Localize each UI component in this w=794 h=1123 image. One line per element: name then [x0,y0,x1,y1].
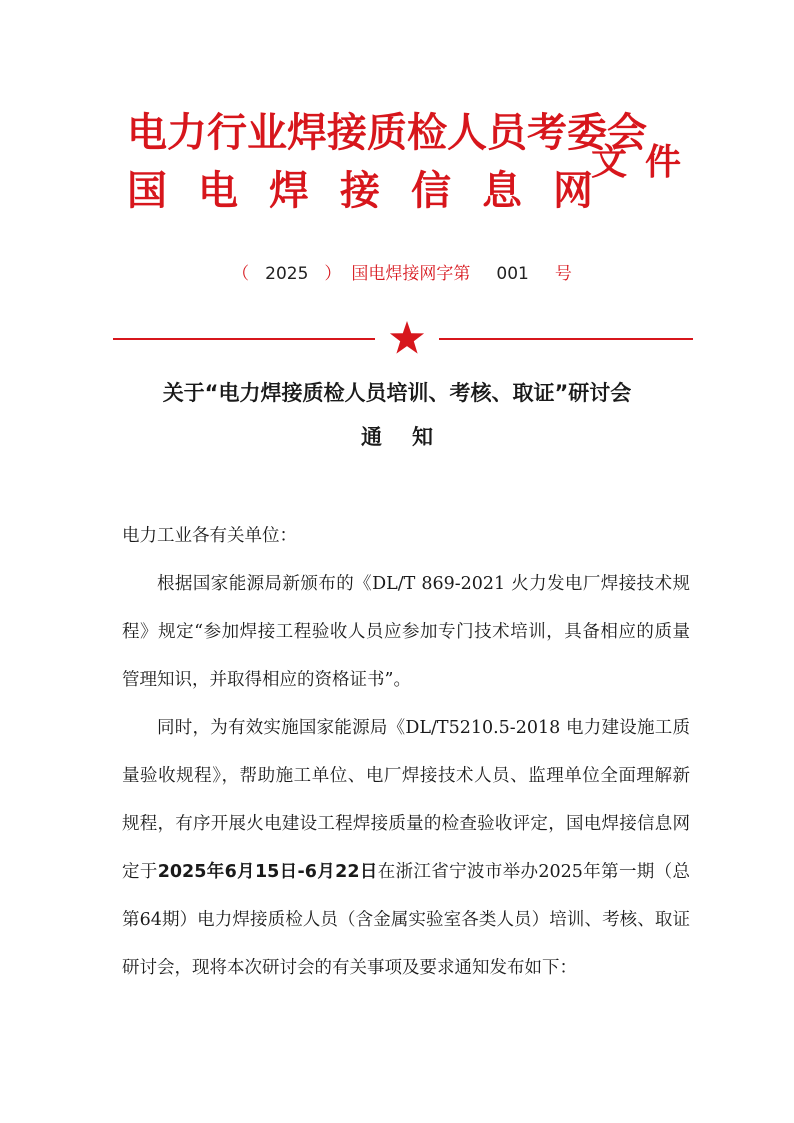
star-icon [389,320,425,356]
document-type-label: 文件 [591,141,700,183]
salutation: 电力工业各有关单位： [122,526,297,546]
divider-rule-left [113,338,375,340]
notice-title: 关于“电力焊接质检人员培训、考核、取证”研讨会 [162,381,632,405]
doc-number-open-bracket: （ [232,264,250,284]
doc-number-value: 001 [496,264,529,284]
doc-number-close-bracket: ） [324,264,342,284]
doc-number-prefix: 国电焊接网字第 [351,264,471,284]
issuer-name-1: 电力行业焊接质检人员考委会 [127,109,647,156]
doc-number-year: 2025 [265,264,309,284]
letterhead [127,108,700,220]
issuer-name-2: 国电焊接信息网 [127,167,624,214]
doc-number-suffix: 号 [554,264,572,284]
paragraph-1: 根据国家能源局新颁布的《DL/T 869-2021 火力发电厂焊接技术规程》规定“参加焊接工程验收人员应参加专门技术培训，具备相应的质量管理知识，并取得相应的资格证书”。 [122,574,690,690]
event-dates: 2025年6月15日-6月22日 [157,862,378,882]
paragraph-2-intro: 同时，为有效实施国家能源局《DL/T5210.5-2018 电力建设施工质量验收规程》，帮助施工单位、电厂焊接技术人员、监理单位全面理解新规程，有序开展火电建设工程焊接质量的检查验收评定，国电焊接信息网定于 [122,718,690,882]
header-divider [113,320,693,356]
document-number [0,262,794,286]
notice-body [122,512,690,992]
paragraph-2 [122,704,690,992]
divider-rule-right [439,338,693,340]
paragraph-2-rest: 在浙江省宁波市举办2025年第一期（总第64期）电力焊接质检人员（含金属实验室各类人员）培训、考核、取证研讨会，现将本次研讨会的有关事项及要求通知发布如下： [122,862,691,978]
notice-title-word: 通知 [361,425,463,449]
